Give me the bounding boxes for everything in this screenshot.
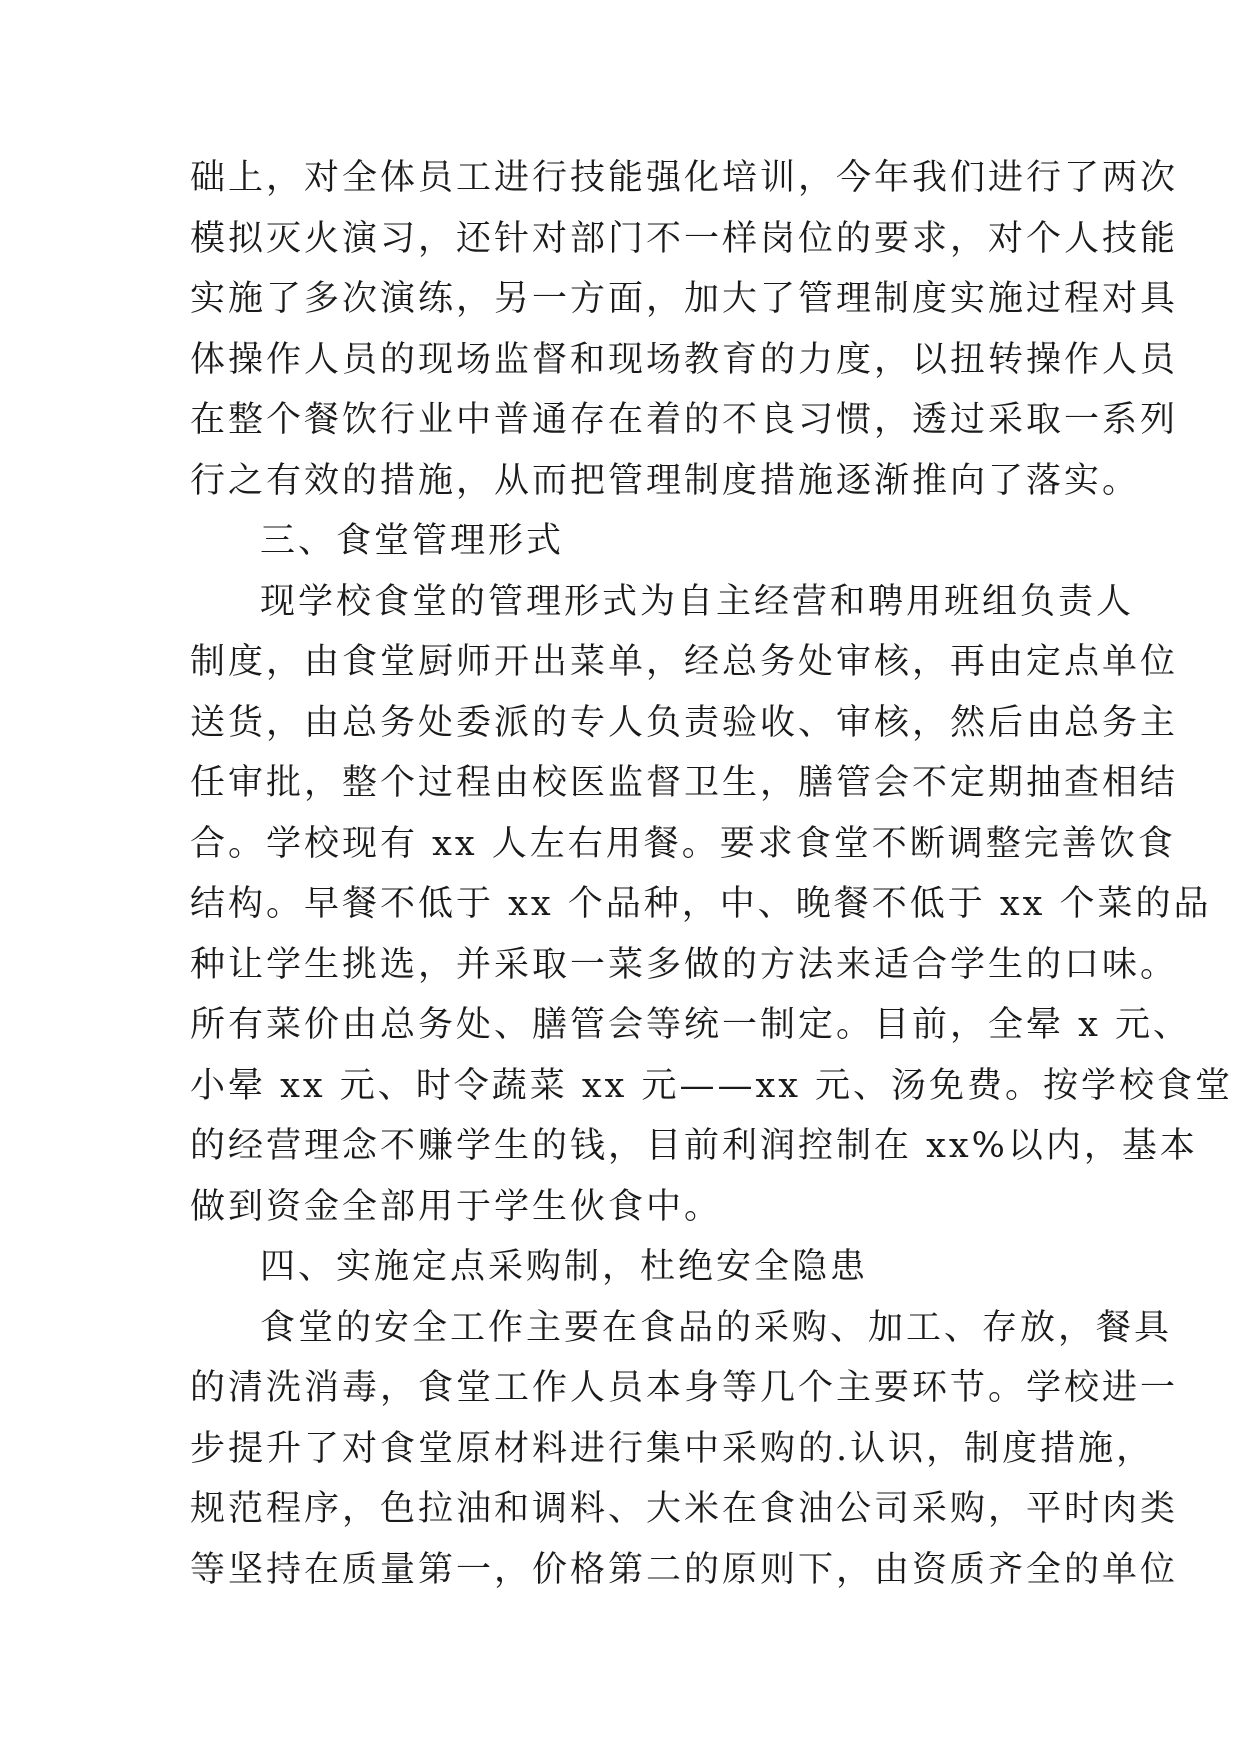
text-line: 实施了多次演练，另一方面，加大了管理制度实施过程对具 xyxy=(190,279,1179,319)
text-line: 合。学校现有 xx 人左右用餐。要求食堂不断调整完善饮食 xyxy=(190,823,1176,864)
text-line: 体操作人员的现场监督和现场教育的力度，以扭转操作人员 xyxy=(190,339,1179,380)
text-line: 规范程序，色拉油和调料、大米在食油公司采购，平时肉类 xyxy=(190,1489,1179,1529)
text-line: 食堂的安全工作主要在食品的采购、加工、存放，餐具 xyxy=(260,1307,1173,1348)
text-line: 模拟灭火演习，还针对部门不一样岗位的要求，对个人技能 xyxy=(190,218,1179,259)
text-line: 制度，由食堂厨师开出菜单，经总务处审核，再由定点单位 xyxy=(190,642,1179,682)
text-line: 送货，由总务处委派的专人负责验收、审核，然后由总务主 xyxy=(190,702,1179,743)
text-line: 任审批，整个过程由校医监督卫生，膳管会不定期抽查相结 xyxy=(190,763,1179,803)
text-line: 三、食堂管理形式 xyxy=(260,521,565,561)
text-line: 等坚持在质量第一，价格第二的原则下，由资质齐全的单位 xyxy=(190,1549,1179,1590)
text-line: 础上，对全体员工进行技能强化培训，今年我们进行了两次 xyxy=(190,158,1179,198)
text-line: 四、实施定点采购制，杜绝安全隐患 xyxy=(260,1247,869,1287)
text-line: 种让学生挑选，并采取一菜多做的方法来适合学生的口味。 xyxy=(190,944,1179,985)
text-line: 所有菜价由总务处、膳管会等统一制定。目前，全晕 x 元、 xyxy=(190,1005,1191,1045)
text-line: 行之有效的措施，从而把管理制度措施逐渐推向了落实。 xyxy=(190,460,1141,501)
text-line: 结构。早餐不低于 xx 个品种，中、晚餐不低于 xx 个菜的品 xyxy=(190,884,1212,924)
text-line: 在整个餐饮行业中普通存在着的不良习惯，透过采取一系列 xyxy=(190,400,1179,440)
document-body xyxy=(190,148,1234,1600)
text-line: 小晕 xx 元、时令蔬菜 xx 元——xx 元、汤免费。按学校食堂 xyxy=(190,1065,1234,1106)
text-line: 现学校食堂的管理形式为自主经营和聘用班组负责人 xyxy=(260,581,1135,622)
text-line: 做到资金全部用于学生伙食中。 xyxy=(190,1186,723,1227)
text-line: 步提升了对食堂原材料进行集中采购的.认识，制度措施， xyxy=(190,1428,1155,1469)
text-line: 的清洗消毒，食堂工作人员本身等几个主要环节。学校进一 xyxy=(190,1368,1179,1408)
text-line: 的经营理念不赚学生的钱，目前利润控制在 xx%以内，基本 xyxy=(190,1126,1198,1166)
